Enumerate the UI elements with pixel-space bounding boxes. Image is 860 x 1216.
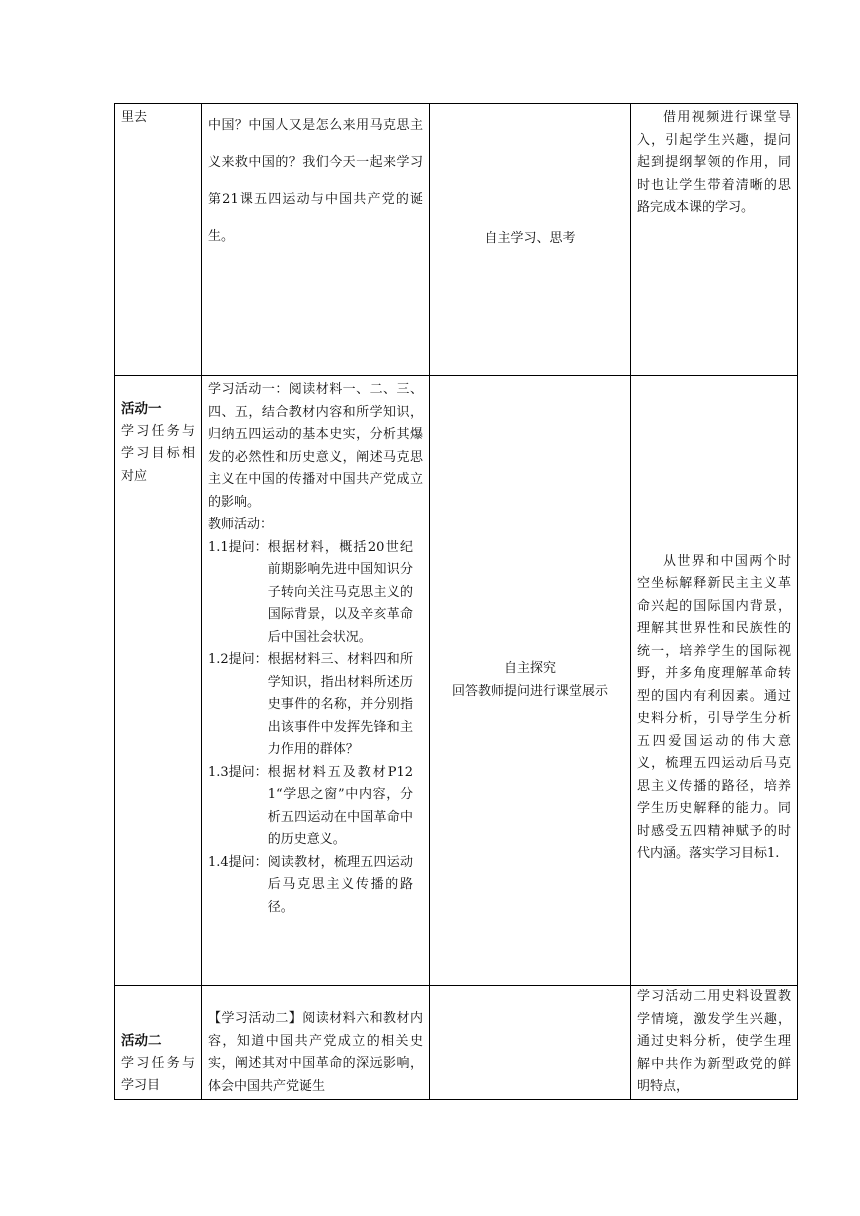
row1-intent-text: 借用视频进行课堂导入，引起学生兴趣，提问起到提纲挈领的作用，同时也让学生带着清晰的思路完成本课的学习。 bbox=[637, 110, 791, 215]
question-1-1 bbox=[208, 537, 423, 650]
table-row bbox=[115, 986, 798, 1100]
question-1-2 bbox=[208, 649, 423, 762]
row2-student-cell bbox=[430, 376, 631, 986]
question-number: 1.4提问： bbox=[208, 854, 268, 870]
row1-stage-text: 里去 bbox=[121, 110, 148, 125]
student-activity-line-2: 回答教师提问进行课堂展示 bbox=[451, 683, 608, 699]
question-text: 根据材料，概括20世纪前期影响先进中国知识分子转向关注马克思主义的国际背景，以及辛亥革命后中国社会状况。 bbox=[267, 539, 413, 645]
activity-one-task: 学习活动一：阅读材料一、二、三、四、五，结合教材内容和所学知识，归纳五四运动的基本史实，分析其爆发的必然性和历史意义，阐述马克思主义在中国的传播对中国共产党成立的影响。 bbox=[208, 382, 423, 510]
activity-one-subtitle: 学习任务与学习目标相对应 bbox=[121, 423, 195, 484]
row2-stage-cell bbox=[115, 376, 202, 986]
row1-student-text: 自主学习、思考 bbox=[484, 231, 576, 247]
table-row bbox=[115, 376, 798, 986]
row3-intent-cell bbox=[631, 986, 798, 1100]
question-number: 1.3提问： bbox=[208, 764, 268, 780]
activity-two-title: 活动二 bbox=[121, 1033, 162, 1049]
teacher-activity-label: 教师活动： bbox=[208, 517, 274, 532]
question-number: 1.2提问： bbox=[208, 652, 268, 667]
row1-content-cell bbox=[202, 104, 430, 376]
row1-intent-cell bbox=[631, 104, 798, 376]
row1-content-text: 中国？中国人又是怎么来用马克思主义来救中国的？我们今天一起来学习第21课五四运动与中国共产党的诞生。 bbox=[208, 118, 423, 244]
row2-content-cell bbox=[202, 376, 430, 986]
row3-stage-cell bbox=[115, 986, 202, 1100]
activity-two-subtitle: 学习任务与学习目 bbox=[121, 1055, 195, 1093]
row2-intent-cell bbox=[631, 376, 798, 986]
question-text: 根据材料三、材料四和所学知识，指出材料所述历史事件的名称，并分别指出该事件中发挥先锋和主力作用的群体？ bbox=[267, 652, 413, 757]
table-row bbox=[115, 104, 798, 376]
student-activity-line-1: 自主探究 bbox=[503, 661, 556, 676]
row1-stage-cell bbox=[115, 104, 202, 376]
row1-student-cell bbox=[430, 104, 631, 376]
question-1-4 bbox=[208, 852, 423, 920]
question-text: 根据材料五及教材P121“学思之窗”中内容，分析五四运动在中国革命中的历史意义。 bbox=[267, 764, 413, 847]
activity-two-task: 【学习活动二】阅读材料六和教材内容，知道中国共产党成立的相关史实，阐述其对中国革命的深远影响，体会中国共产党诞生 bbox=[208, 1011, 423, 1094]
row3-intent-text: 学习活动二用史料设置教学情境，激发学生兴趣，通过史料分析，使学生理解中共作为新型政党的鲜明特点， bbox=[637, 989, 791, 1094]
question-1-3 bbox=[208, 762, 423, 852]
row2-intent-text: 从世界和中国两个时空坐标解释新民主主义革命兴起的国际国内背景，理解其世界性和民族性的统一，培养学生的国际视野，并多角度理解革命转型的国内有利因素。通过史料分析，引导学生分析五四爱国运动的伟大意义，梳理五四运动后马克思主义传播的路径，培养学生历史解释的能力。同时感受五四精神赋予的时代内涵。落实学习目标1. bbox=[637, 553, 791, 861]
question-number: 1.1提问： bbox=[208, 539, 268, 555]
lesson-plan-table bbox=[114, 103, 798, 1100]
row3-student-cell bbox=[430, 986, 631, 1100]
row3-content-cell bbox=[202, 986, 430, 1100]
question-text: 阅读教材，梳理五四运动后马克思主义传播的路径。 bbox=[267, 854, 413, 915]
activity-one-title: 活动一 bbox=[121, 401, 162, 417]
